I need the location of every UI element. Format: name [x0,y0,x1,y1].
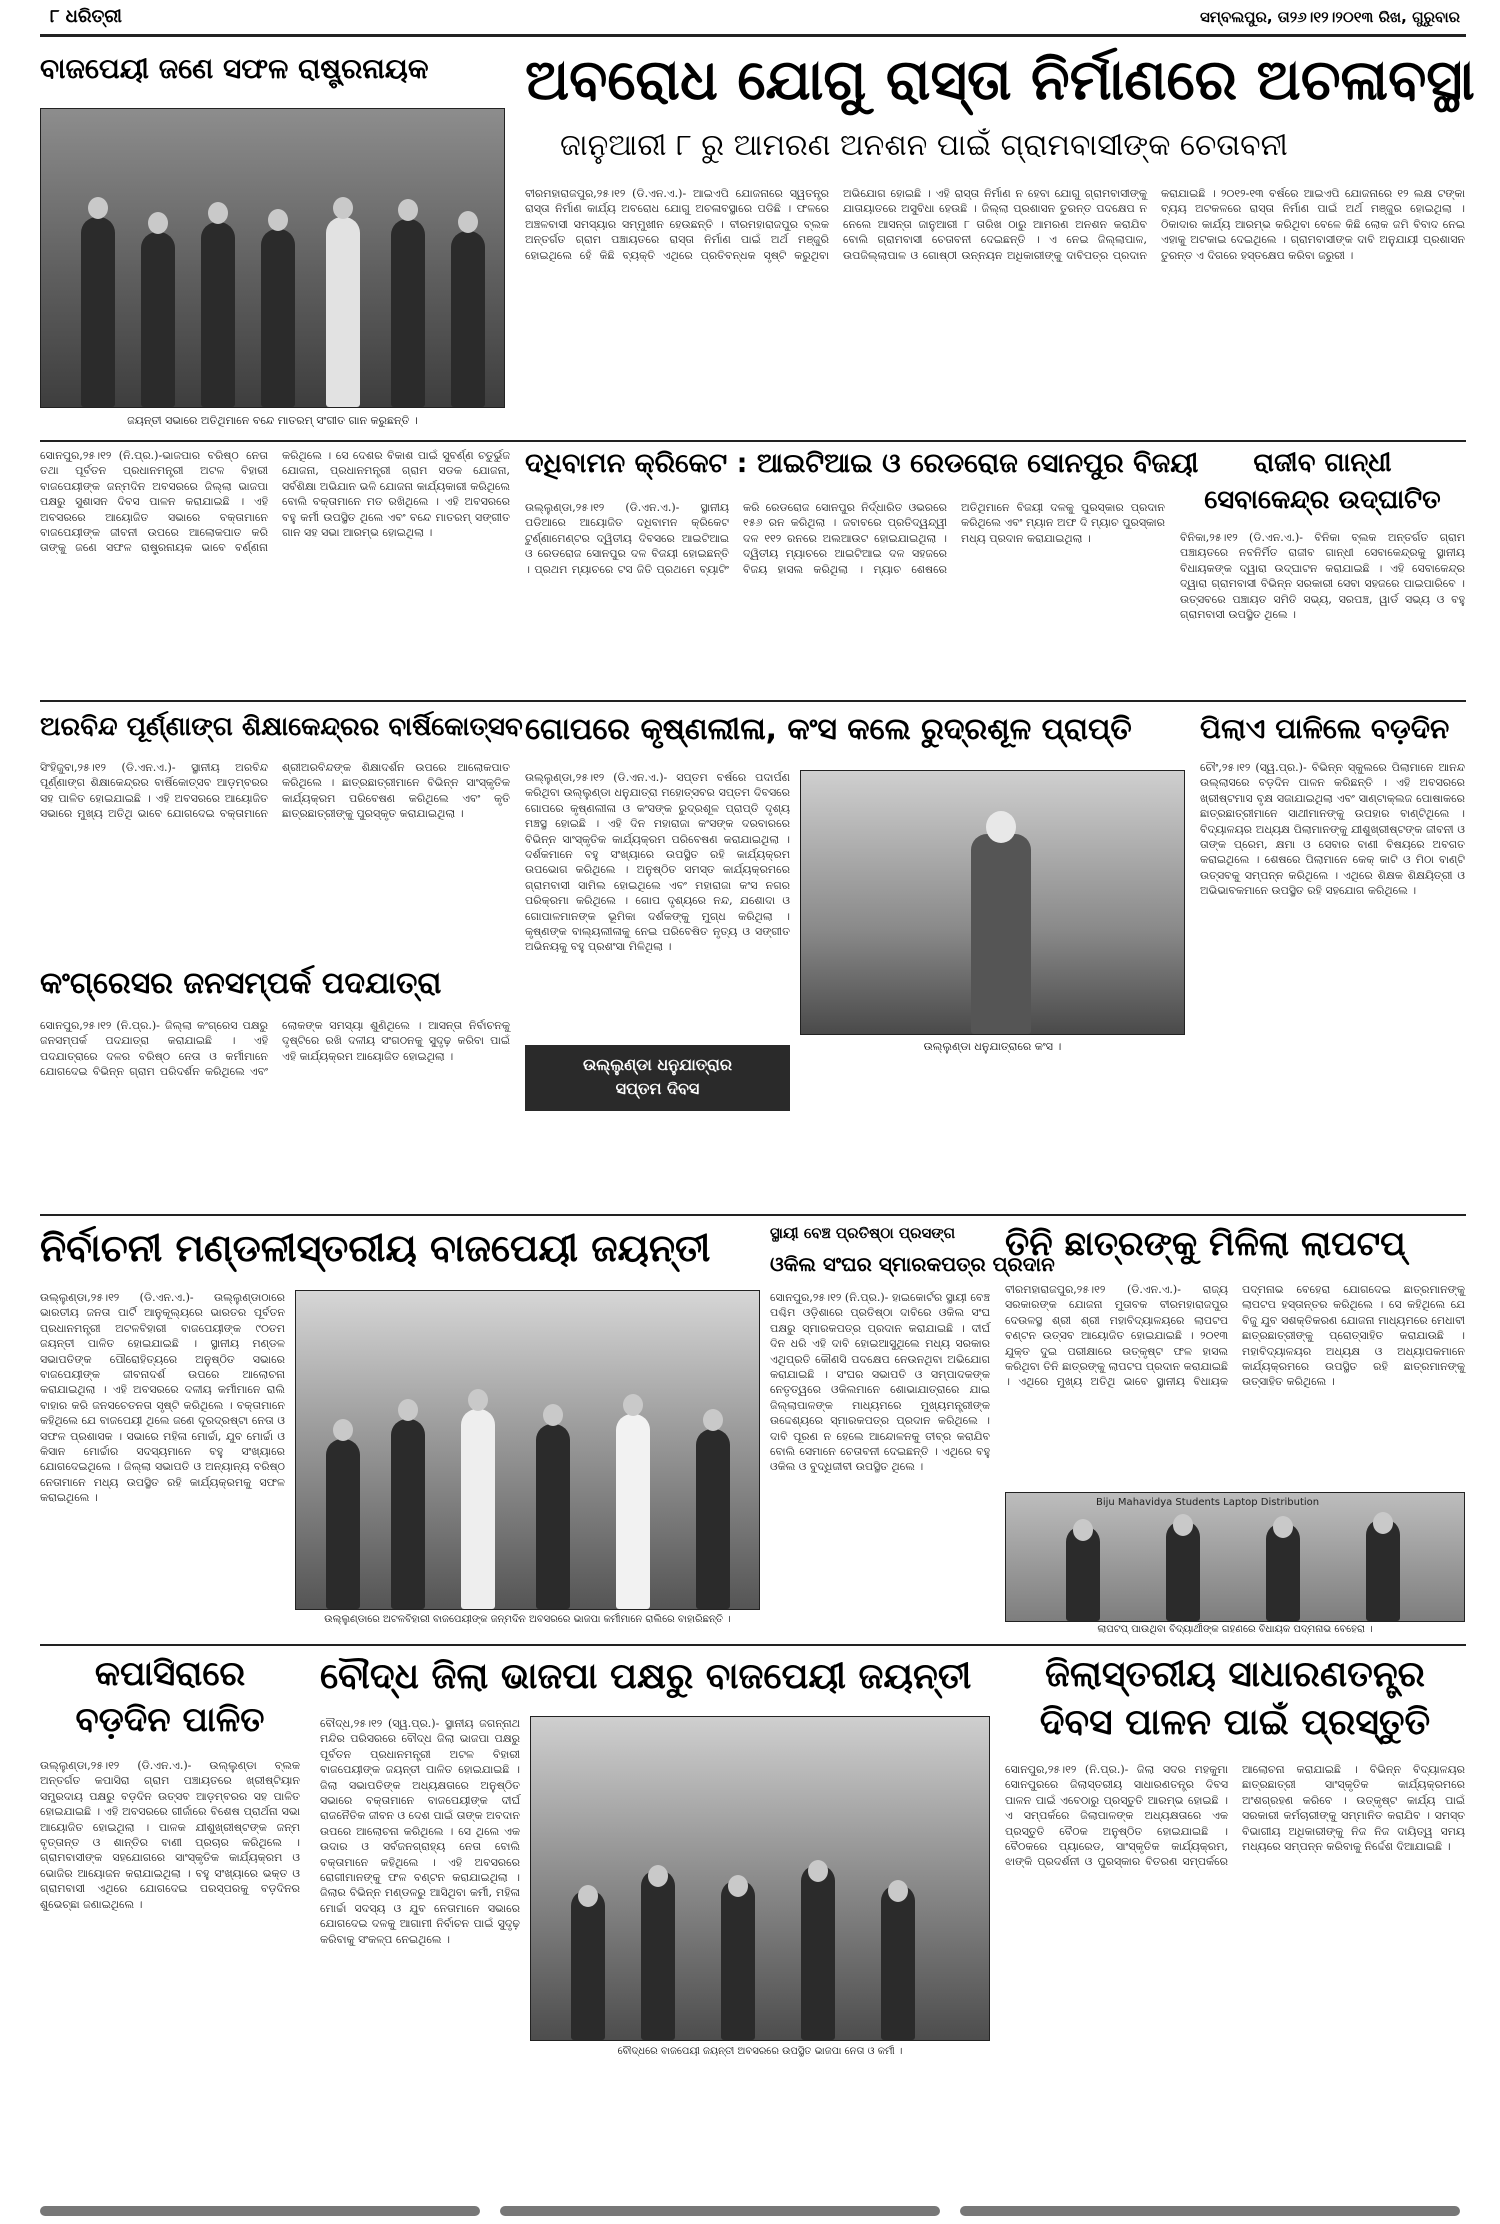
rajiv-centre-headline-line2: ସେବାକେନ୍ଦ୍ର ଉଦ୍‌ଘାଟିତ [1204,485,1441,515]
vajpayee-leader-caption: ଜୟନ୍ତୀ ସଭାରେ ଅତିଥିମାନେ ବନ୍ଦେ ମାତରମ୍ ସଂଗୀତ ଗାନ କରୁଛନ୍ତି । [127,414,418,427]
constituency-vajpayee-body: ଉଲ୍ଲୁଣ୍ଡା,୨୫।୧୨ (ଡି.ଏନ.ଏ.)- ଉଲ୍ଲୁଣ୍ଡାଠାରେ ଭାରତୀୟ ଜନତା ପାର୍ଟି ଆନୁକୂଲ୍ୟରେ ଭାରତର ପୂର୍ବତନ ପ୍ରଧାନମନ୍ତ୍ରୀ ଅଟଳବିହାରୀ ବାଜପେୟୀଙ୍କ ୯୦ତମ ଜୟନ୍ତୀ ପାଳିତ ହୋଇଯାଇଛି । ସ୍ଥାନୀୟ ମଣ୍ଡଳ ସଭାପତିଙ୍କ ପୌରୋହିତ୍ୟରେ ଅନୁଷ୍ଠିତ ସଭାରେ ବାଜପେୟୀଙ୍କ ଜୀବନାଦର୍ଶ ଉପରେ ଆଲୋଚନା କରାଯାଇଥିଲା । ଏହି ଅବସରରେ ଦଳୀୟ କର୍ମୀମାନେ ରାଲି ବାହାର କରି ଜନସଚେତନତା ସୃଷ୍ଟି କରିଥିଲେ । ବକ୍ତାମାନେ କହିଥିଲେ ଯେ ବାଜପେୟୀ ଥିଲେ ଜଣେ ଦୂରଦ୍ରଷ୍ଟା ନେତା ଓ ସଫଳ ପ୍ରଶାସକ । ସଭାରେ ମହିଳା ମୋର୍ଚ୍ଚା, ଯୁବ ମୋର୍ଚ୍ଚା ଓ କିସାନ ମୋର୍ଚ୍ଚାର ସଦସ୍ୟମାନେ ବହୁ ସଂଖ୍ୟାରେ ଯୋଗଦେଇଥିଲେ । ଜିଲ୍ଲା ସଭାପତି ଓ ଅନ୍ୟାନ୍ୟ ବରିଷ୍ଠ ନେତାମାନେ ମଧ୍ୟ ଉପସ୍ଥିତ ରହି କାର୍ଯ୍ୟକ୍ରମକୁ ସଫଳ କରାଇଥିଲେ । [40,1291,285,1505]
kapasira-headline-line2: ବଡ଼ଦିନ ପାଳିତ [75,1700,265,1740]
republic-day-body: ସୋନପୁର,୨୫।୧୨ (ନି.ପ୍ର.)- ଜିଲା ସଦର ମହକୁମା ସୋନପୁରରେ ଜିଲାସ୍ତରୀୟ ସାଧାରଣତନ୍ତ୍ର ଦିବସ ପାଳନ ପାଇଁ ଏବେଠାରୁ ପ୍ରସ୍ତୁତି ଆରମ୍ଭ ହୋଇଛି । ଏ ସମ୍ପର୍କରେ ଜିଲାପାଳଙ୍କ ଅଧ୍ୟକ୍ଷତାରେ ଏକ ପ୍ରସ୍ତୁତି ବୈଠକ ଅନୁଷ୍ଠିତ ହୋଇଯାଇଛି । ବୈଠକରେ ପ୍ୟାରେଡ, ସାଂସ୍କୃତିକ କାର୍ଯ୍ୟକ୍ରମ, ଝାଙ୍କି ପ୍ରଦର୍ଶନୀ ଓ ପୁରସ୍କାର ବିତରଣ ସମ୍ପର୍କରେ ଆଲୋଚନା କରାଯାଇଛି । ବିଭିନ୍ନ ବିଦ୍ୟାଳୟର ଛାତ୍ରଛାତ୍ରୀ ସାଂସ୍କୃତିକ କାର୍ଯ୍ୟକ୍ରମରେ ଅଂଶଗ୍ରହଣ କରିବେ । ଉତ୍କୃଷ୍ଟ କାର୍ଯ୍ୟ ପାଇଁ ସରକାରୀ କର୍ମଚାରୀଙ୍କୁ ସମ୍ମାନିତ କରାଯିବ । ସମସ୍ତ ବିଭାଗୀୟ ଅଧିକାରୀଙ୍କୁ ନିଜ ନିଜ ଦାୟିତ୍ୱ ସମୟ ମଧ୍ୟରେ ସମ୍ପନ୍ନ କରିବାକୁ ନିର୍ଦ୍ଦେଶ ଦିଆଯାଇଛି । [1005,1763,1465,1869]
laptops-caption: ଲାପଟପ୍ ପାଉଥିବା ବିଦ୍ୟାର୍ଥୀଙ୍କ ଗହଣରେ ବିଧାୟକ ପଦ୍ମନାଭ ବେହେରା । [1097,1624,1373,1635]
lawyers-memo-headline: ଓକିଲ ସଂଘର ସ୍ମାରକପତ୍ର ପ୍ରଦାନ [770,1252,1055,1276]
krishna-leela-photo [800,770,1185,1035]
rajiv-centre-headline-line1: ରାଜୀବ ଗାନ୍ଧୀ [1253,448,1392,478]
masthead-rule [40,34,1466,37]
constituency-vajpayee-headline: ନିର୍ବାଚନୀ ମଣ୍ଡଳୀସ୍ତରୀୟ ବାଜପେୟୀ ଜୟନ୍ତୀ [40,1226,711,1270]
box-label-line1: ଉଲ୍ଲୁଣ୍ଡା ଧନୁଯାତ୍ରାର [582,1055,733,1074]
box-label-line2: ସପ୍ତମ ଦିବସ [615,1079,700,1098]
boudh-vajpayee-body: ବୌଦ୍ଧ,୨୫।୧୨ (ସ୍ୱ.ପ୍ର.)- ସ୍ଥାନୀୟ ଜଗନ୍ନାଥ ମନ୍ଦିର ପରିସରରେ ବୌଦ୍ଧ ଜିଲା ଭାଜପା ପକ୍ଷରୁ ପୂର୍ବତନ ପ୍ରଧାନମନ୍ତ୍ରୀ ଅଟଳ ବିହାରୀ ବାଜପେୟୀଙ୍କ ଜୟନ୍ତୀ ପାଳିତ ହୋଇଯାଇଛି । ଜିଲା ସଭାପତିଙ୍କ ଅଧ୍ୟକ୍ଷତାରେ ଅନୁଷ୍ଠିତ ସଭାରେ ବକ୍ତାମାନେ ବାଜପେୟୀଙ୍କ ଦୀର୍ଘ ରାଜନୈତିକ ଜୀବନ ଓ ଦେଶ ପାଇଁ ତାଙ୍କ ଅବଦାନ ଉପରେ ଆଲୋଚନା କରିଥିଲେ । ସେ ଥିଲେ ଏକ ଉଦାର ଓ ସର୍ବଜନଗ୍ରାହ୍ୟ ନେତା ବୋଲି ବକ୍ତାମାନେ କହିଥିଲେ । ଏହି ଅବସରରେ ରୋଗୀମାନଙ୍କୁ ଫଳ ବଣ୍ଟନ କରାଯାଇଥିଲା । ଜିଲାର ବିଭିନ୍ନ ମଣ୍ଡଳରୁ ଆସିଥିବା କର୍ମୀ, ମହିଳା ମୋର୍ଚ୍ଚା ସଦସ୍ୟ ଓ ଯୁବ ନେତାମାନେ ସଭାରେ ଯୋଗଦେଇ ଦଳକୁ ଆଗାମୀ ନିର୍ବାଚନ ପାଇଁ ସୁଦୃଢ଼ କରିବାକୁ ସଂକଳ୍ପ ନେଇଥିଲେ । [320,1717,521,1946]
divider [40,440,1466,442]
divider [40,700,1466,702]
aurobindo-headline: ଅରବିନ୍ଦ ପୂର୍ଣ୍ଣାଙ୍ଗ ଶିକ୍ଷାକେନ୍ଦ୍ରର ବାର୍ଷିକୋତ୍ସବ [40,712,523,742]
congress-padayatra-headline: କଂଗ୍ରେସର ଜନସମ୍ପର୍କ ପଦଯାତ୍ରା [40,966,442,1001]
dateline: ସମ୍ବଲପୁର, ତା୨୬।୧୨।୨୦୧୩ ରିଖ, ଗୁରୁବାର [1200,8,1460,26]
republic-day-headline-line1: ଜିଲାସ୍ତରୀୟ ସାଧାରଣତନ୍ତ୍ର [1045,1654,1425,1695]
vajpayee-leader-photo [40,108,505,408]
christmas-children-body: ଚୌଂ,୨୫।୧୨ (ସ୍ୱ.ପ୍ର.)- ବିଭିନ୍ନ ସ୍କୁଲରେ ପିଲାମାନେ ଆନନ୍ଦ ଉଲ୍ଲାସରେ ବଡ଼ଦିନ ପାଳନ କରିଛନ୍ତି । ଏହି ଅବସରରେ ଖ୍ରୀଷ୍ଟମାସ ବୃକ୍ଷ ସଜାଯାଇଥିଲା ଏବଂ ସାଣ୍ଟାକ୍ଲଜ ପୋଷାକରେ ଛାତ୍ରଛାତ୍ରୀମାନେ ସାଥୀମାନଙ୍କୁ ଉପହାର ବାଣ୍ଟିଥିଲେ । ବିଦ୍ୟାଳୟର ଅଧ୍ୟକ୍ଷ ପିଲାମାନଙ୍କୁ ଯୀଶୁଖ୍ରୀଷ୍ଟଙ୍କ ଜୀବନୀ ଓ ତାଙ୍କ ପ୍ରେମ, କ୍ଷମା ଓ ସେବାର ବାଣୀ ବିଷୟରେ ଅବଗତ କରାଇଥିଲେ । ଶେଷରେ ପିଲାମାନେ କେକ୍ କାଟି ଓ ମିଠା ବାଣ୍ଟି ଉତ୍ସବକୁ ସମ୍ପନ୍ନ କରିଥିଲେ । ଏଥିରେ ଶିକ୍ଷକ ଶିକ୍ଷୟିତ୍ରୀ ଓ ଅଭିଭାବକମାନେ ଉପସ୍ଥିତ ରହି ସହଯୋଗ କରିଥିଲେ । [1200,761,1465,898]
constituency-vajpayee-caption: ଉଲ୍ଲୁଣ୍ଡାରେ ଅଟଳବିହାରୀ ବାଜପେୟୀଙ୍କ ଜନ୍ମଦିନ ଅବସରରେ ଭାଜପା କର୍ମୀମାନେ ରାଲିରେ ବାହାରିଛନ୍ତି । [324,1614,731,1625]
footer-bar [960,2206,1460,2216]
laptops-headline: ତିନି ଛାତ୍ରଙ୍କୁ ମିଳିଲା ଲାପଟପ୍ [1005,1224,1406,1264]
boudh-vajpayee-caption: ବୌଦ୍ଧରେ ବାଜପେୟୀ ଜୟନ୍ତୀ ଅବସରରେ ଉପସ୍ଥିତ ଭାଜପା ନେତା ଓ କର୍ମୀ । [617,2046,903,2057]
krishna-leela-headline: ଗୋପରେ କୃଷ୍ଣଲୀଳା, କଂସ କଲେ ରୁଦ୍ରଶୂଳ ପ୍ରାପ୍ତି [525,712,1132,747]
lawyers-memo-body: ସୋନପୁର,୨୫।୧୨ (ନି.ପ୍ର.)- ହାଇକୋର୍ଟର ସ୍ଥାୟୀ ବେଞ୍ଚ ପଶ୍ଚିମ ଓଡ଼ିଶାରେ ପ୍ରତିଷ୍ଠା ଦାବିରେ ଓକିଲ ସଂଘ ପକ୍ଷରୁ ସ୍ମାରକପତ୍ର ପ୍ରଦାନ କରାଯାଇଛି । ଦୀର୍ଘ ଦିନ ଧରି ଏହି ଦାବି ହୋଇଆସୁଥିଲେ ମଧ୍ୟ ସରକାର ଏଥିପ୍ରତି କୌଣସି ପଦକ୍ଷେପ ନେଉନଥିବା ଅଭିଯୋଗ କରାଯାଇଛି । ସଂଘର ସଭାପତି ଓ ସମ୍ପାଦକଙ୍କ ନେତୃତ୍ୱରେ ଓକିଲମାନେ ଶୋଭାଯାତ୍ରାରେ ଯାଇ ଜିଲ୍ଲାପାଳଙ୍କ ମାଧ୍ୟମରେ ମୁଖ୍ୟମନ୍ତ୍ରୀଙ୍କ ଉଦ୍ଦେଶ୍ୟରେ ସ୍ମାରକପତ୍ର ପ୍ରଦାନ କରିଥିଲେ । ଦାବି ପୂରଣ ନ ହେଲେ ଆନ୍ଦୋଳନକୁ ତୀବ୍ର କରାଯିବ ବୋଲି ସେମାନେ ଚେତାବନୀ ଦେଇଛନ୍ତି । ଏଥିରେ ବହୁ ଓକିଲ ଓ ବୁଦ୍ଧିଜୀବୀ ଉପସ୍ଥିତ ଥିଲେ । [770,1291,990,1474]
krishna-leela-box-label [525,1045,790,1111]
vajpayee-leader-body: ସୋନପୁର,୨୫।୧୨ (ନି.ପ୍ର.)-ଭାଜପାର ବରିଷ୍ଠ ନେତା ତଥା ପୂର୍ବତନ ପ୍ରଧାନମନ୍ତ୍ରୀ ଅଟଳ ବିହାରୀ ବାଜପେୟୀଙ୍କ ଜନ୍ମଦିନ ଅବସରରେ ଜିଲ୍ଲା ଭାଜପା ପକ୍ଷରୁ ସୁଶାସନ ଦିବସ ପାଳନ କରାଯାଇଛି । ଏହି ଅବସରରେ ଆୟୋଜିତ ସଭାରେ ବକ୍ତାମାନେ ବାଜପେୟୀଙ୍କ ଜୀବନୀ ଉପରେ ଆଲୋକପାତ କରି ତାଙ୍କୁ ଜଣେ ସଫଳ ରାଷ୍ଟ୍ରନାୟକ ଭାବେ ବର୍ଣ୍ଣନା କରିଥିଲେ । ସେ ଦେଶର ବିକାଶ ପାଇଁ ସୁବର୍ଣ୍ଣ ଚତୁର୍ଭୁଜ ଯୋଜନା, ପ୍ରଧାନମନ୍ତ୍ରୀ ଗ୍ରାମ ସଡକ ଯୋଜନା, ସର୍ବଶିକ୍ଷା ଅଭିଯାନ ଭଳି ଯୋଜନା କାର୍ଯ୍ୟକାରୀ କରିଥିଲେ ବୋଲି ବକ୍ତାମାନେ ମତ ରଖିଥିଲେ । ଏହି ଅବସରରେ ବହୁ କର୍ମୀ ଉପସ୍ଥିତ ଥିଲେ ଏବଂ ବନ୍ଦେ ମାତରମ୍ ସଙ୍ଗୀତ ଗାନ ସହ ସଭା ଆରମ୍ଭ ହୋଇଥିଲା । [40,449,510,555]
christmas-children-headline: ପିଲାଏ ପାଳିଲେ ବଡ଼ଦିନ [1200,712,1450,745]
krishna-leela-photo-caption: ଉଲ୍ଲୁଣ୍ଡା ଧନୁଯାତ୍ରାରେ କଂସ । [923,1040,1062,1053]
page-label: ୮ ଧରିତ୍ରୀ [50,6,122,27]
boudh-vajpayee-photo [530,1716,990,2041]
laptops-photo-banner: Biju Mahavidya Students Laptop Distribution [1096,1497,1320,1508]
blockade-subhead: ଜାନୁଆରୀ ୮ ରୁ ଆମରଣ ଅନଶନ ପାଇଁ ଗ୍ରାମବାସୀଙ୍କ ଚେତାବନୀ [560,128,1288,163]
cricket-body: ଉଲ୍ଲୁଣ୍ଡା,୨୫।୧୨ (ଡି.ଏନ.ଏ.)- ସ୍ଥାନୀୟ ପଡିଆରେ ଆୟୋଜିତ ଦଧିବାମନ କ୍ରିକେଟ ଟୁର୍ଣ୍ଣାମେଣ୍ଟର ଦ୍ୱିତୀୟ ଦିବସରେ ଆଇଟିଆଇ ଓ ରେଡରୋଜ ସୋନପୁର ଦଳ ବିଜୟୀ ହୋଇଛନ୍ତି । ପ୍ରଥମ ମ୍ୟାଚରେ ଟସ ଜିତି ପ୍ରଥମେ ବ୍ୟାଟିଂ କରି ରେଡରୋଜ ସୋନପୁର ନିର୍ଦ୍ଧାରିତ ଓଭରରେ ୧୫୬ ରନ କରିଥିଲା । ଜବାବରେ ପ୍ରତିଦ୍ୱନ୍ଦ୍ୱୀ ଦଳ ୧୧୨ ରନରେ ଅଲଆଉଟ ହୋଇଯାଇଥିଲା । ଦ୍ୱିତୀୟ ମ୍ୟାଚରେ ଆଇଟିଆଇ ଦଳ ସହଜରେ ବିଜୟ ହାସଲ କରିଥିଲା । ମ୍ୟାଚ ଶେଷରେ ଅତିଥିମାନେ ବିଜୟୀ ଦଳକୁ ପୁରସ୍କାର ପ୍ରଦାନ କରିଥିଲେ ଏବଂ ମ୍ୟାନ ଅଫ ଦି ମ୍ୟାଚ ପୁରସ୍କାର ମଧ୍ୟ ପ୍ରଦାନ କରାଯାଇଥିଲା । [525,501,1165,576]
laptops-photo [1005,1492,1465,1622]
republic-day-headline-line2: ଦିବସ ପାଳନ ପାଇଁ ପ୍ରସ୍ତୁତି [1039,1702,1431,1743]
aurobindo-body: ସିଂହିଜୁବା,୨୫।୧୨ (ଡି.ଏନ.ଏ.)- ସ୍ଥାନୀୟ ଅରବିନ୍ଦ ପୂର୍ଣ୍ଣାଙ୍ଗ ଶିକ୍ଷାକେନ୍ଦ୍ରର ବାର୍ଷିକୋତ୍ସବ ଆଡ଼ମ୍ବରର ସହ ପାଳିତ ହୋଇଯାଇଛି । ଏହି ଅବସରରେ ଆୟୋଜିତ ସଭାରେ ମୁଖ୍ୟ ଅତିଥି ଭାବେ ଯୋଗଦେଇ ବକ୍ତାମାନେ ଶ୍ରୀଅରବିନ୍ଦଙ୍କ ଶିକ୍ଷାଦର୍ଶନ ଉପରେ ଆଲୋକପାତ କରିଥିଲେ । ଛାତ୍ରଛାତ୍ରୀମାନେ ବିଭିନ୍ନ ସାଂସ୍କୃତିକ କାର୍ଯ୍ୟକ୍ରମ ପରିବେଷଣ କରିଥିଲେ ଏବଂ କୃତି ଛାତ୍ରଛାତ୍ରୀଙ୍କୁ ପୁରସ୍କୃତ କରାଯାଇଥିଲା । [40,761,510,821]
cricket-headline: ଦଧିବାମନ କ୍ରିକେଟ : ଆଇଟିଆଇ ଓ ରେଡରୋଜ ସୋନପୁର ବିଜୟୀ [525,448,1199,479]
vajpayee-leader-headline: ବାଜପେୟୀ ଜଣେ ସଫଳ ରାଷ୍ଟ୍ରନାୟକ [40,52,429,85]
footer-bar [40,2206,480,2216]
krishna-leela-body: ଉଲ୍ଲୁଣ୍ଡା,୨୫।୧୨ (ଡି.ଏନ.ଏ.)- ସପ୍ତମ ବର୍ଷରେ ପଦାର୍ପଣ କରିଥିବା ଉଲ୍ଲୁଣ୍ଡା ଧନୁଯାତ୍ରା ମହୋତ୍ସବର ସପ୍ତମ ଦିବସରେ ଗୋପରେ କୃଷ୍ଣଲୀଳା ଓ କଂସଙ୍କ ରୁଦ୍ରଶୂଳ ପ୍ରାପ୍ତି ଦୃଶ୍ୟ ମଞ୍ଚସ୍ଥ ହୋଇଛି । ଏହି ଦିନ ମହାରାଜା କଂସଙ୍କ ଦରବାରରେ ବିଭିନ୍ନ ସାଂସ୍କୃତିକ କାର୍ଯ୍ୟକ୍ରମ ପରିବେଷଣ କରାଯାଇଥିଲା । ଦର୍ଶକମାନେ ବହୁ ସଂଖ୍ୟାରେ ଉପସ୍ଥିତ ରହି କାର୍ଯ୍ୟକ୍ରମ ଉପଭୋଗ କରିଥିଲେ । ଅନୁଷ୍ଠିତ ସମସ୍ତ କାର୍ଯ୍ୟକ୍ରମରେ ଗ୍ରାମବାସୀ ସାମିଲ ହୋଇଥିଲେ ଏବଂ ମହାରାଜା କଂସ ନଗର ପରିକ୍ରମା କରିଥିଲେ । ଗୋପ ଦୃଶ୍ୟରେ ନନ୍ଦ, ଯଶୋଦା ଓ ଗୋପାଳମାନଙ୍କ ଭୂମିକା ଦର୍ଶକଙ୍କୁ ମୁଗ୍ଧ କରିଥିଲା । କୃଷ୍ଣଙ୍କ ବାଲ୍ୟଲୀଳାକୁ ନେଇ ପରିବେଷିତ ନୃତ୍ୟ ଓ ସଙ୍ଗୀତ ଅଭିନୟକୁ ବହୁ ପ୍ରଶଂସା ମିଳିଥିଲା । [525,771,790,954]
divider [40,1214,1466,1216]
divider [40,1644,1466,1646]
laptops-body: ବୀରମହାରାଜପୁର,୨୫।୧୨ (ଡି.ଏନ.ଏ.)- ରାଜ୍ୟ ସରକାରଙ୍କ ଯୋଜନା ମୁତାବକ ବୀରମହାରାଜପୁର ଦେଉଳସ୍ଥ ଶ୍ରୀ ଶ୍ରୀ ମହାବିଦ୍ୟାଳୟରେ ଲାପଟପ ବଣ୍ଟନ ଉତ୍ସବ ଆୟୋଜିତ ହୋଇଯାଇଛି । ୨୦୧୩ ଯୁକ୍ତ ଦୁଇ ପରୀକ୍ଷାରେ ଉତ୍କୃଷ୍ଟ ଫଳ ହାସଲ କରିଥିବା ତିନି ଛାତ୍ରଙ୍କୁ ଲାପଟପ ପ୍ରଦାନ କରାଯାଇଛି । ଏଥିରେ ମୁଖ୍ୟ ଅତିଥି ଭାବେ ସ୍ଥାନୀୟ ବିଧାୟକ ପଦ୍ମନାଭ ବେହେରା ଯୋଗଦେଇ ଛାତ୍ରମାନଙ୍କୁ ଲାପଟପ ହସ୍ତାନ୍ତର କରିଥିଲେ । ସେ କହିଥିଲେ ଯେ ବିଜୁ ଯୁବ ସଶକ୍ତିକରଣ ଯୋଜନା ମାଧ୍ୟମରେ ମେଧାବୀ ଛାତ୍ରଛାତ୍ରୀଙ୍କୁ ପ୍ରୋତ୍ସାହିତ କରାଯାଉଛି । ମହାବିଦ୍ୟାଳୟର ଅଧ୍ୟକ୍ଷ ଓ ଅଧ୍ୟାପକମାନେ କାର୍ଯ୍ୟକ୍ରମରେ ଉପସ୍ଥିତ ରହି ଛାତ୍ରମାନଙ୍କୁ ଉତ୍ସାହିତ କରିଥିଲେ । [1005,1283,1465,1389]
rajiv-centre-body: ବିନିକା,୨୫।୧୨ (ଡି.ଏନ.ଏ.)- ବିନିକା ବ୍ଲକ ଅନ୍ତର୍ଗତ ଗ୍ରାମ ପଞ୍ଚାୟତରେ ନବନିର୍ମିତ ରାଜୀବ ଗାନ୍ଧୀ ସେବାକେନ୍ଦ୍ରକୁ ସ୍ଥାନୀୟ ବିଧାୟକଙ୍କ ଦ୍ୱାରା ଉଦ୍‌ଘାଟନ କରାଯାଇଛି । ଏହି ସେବାକେନ୍ଦ୍ର ଦ୍ୱାରା ଗ୍ରାମବାସୀ ବିଭିନ୍ନ ସରକାରୀ ସେବା ସହଜରେ ପାଇପାରିବେ । ଉତ୍ସବରେ ପଞ୍ଚାୟତ ସମିତି ସଭ୍ୟ, ସରପଞ୍ଚ, ୱାର୍ଡ ସଭ୍ୟ ଓ ବହୁ ଗ୍ରାମବାସୀ ଉପସ୍ଥିତ ଥିଲେ । [1180,531,1465,622]
lawyers-memo-kicker: ସ୍ଥାୟୀ ବେଞ୍ଚ ପ୍ରତିଷ୍ଠା ପ୍ରସଙ୍ଗ [770,1224,956,1242]
constituency-vajpayee-photo [295,1290,760,1610]
kapasira-body: ଉଲ୍ଲୁଣ୍ଡା,୨୫।୧୨ (ଡି.ଏନ.ଏ.)- ଉଲ୍ଲୁଣ୍ଡା ବ୍ଲକ ଅନ୍ତର୍ଗତ କପାସିରା ଗ୍ରାମ ପଞ୍ଚାୟତରେ ଖ୍ରୀଷ୍ଟିୟାନ ସମ୍ପ୍ରଦାୟ ପକ୍ଷରୁ ବଡ଼ଦିନ ଉତ୍ସବ ଆଡ଼ମ୍ବରର ସହ ପାଳିତ ହୋଇଯାଇଛି । ଏହି ଅବସରରେ ଗୀର୍ଜାରେ ବିଶେଷ ପ୍ରାର୍ଥନା ସଭା ଆୟୋଜିତ ହୋଇଥିଲା । ପାଳକ ଯୀଶୁଖ୍ରୀଷ୍ଟଙ୍କ ଜନ୍ମ ବୃତ୍ତାନ୍ତ ଓ ଶାନ୍ତିର ବାଣୀ ପ୍ରଚାର କରିଥିଲେ । ଗ୍ରାମବାସୀଙ୍କ ସହଯୋଗରେ ସାଂସ୍କୃତିକ କାର୍ଯ୍ୟକ୍ରମ ଓ ଭୋଜିର ଆୟୋଜନ କରାଯାଇଥିଲା । ବହୁ ସଂଖ୍ୟାରେ ଭକ୍ତ ଓ ଗ୍ରାମବାସୀ ଏଥିରେ ଯୋଗଦେଇ ପରସ୍ପରକୁ ବଡ଼ଦିନର ଶୁଭେଚ୍ଛା ଜଣାଇଥିଲେ । [40,1759,300,1911]
blockade-body: ବୀରମହାରାଜପୁର,୨୫।୧୨ (ଡି.ଏନ.ଏ.)- ଆଇଏପି ଯୋଜନାରେ ସ୍ୱତନ୍ତ୍ର ରାସ୍ତା ନିର୍ମାଣ କାର୍ଯ୍ୟ ଅବରୋଧ ଯୋଗୁ ଅଚଳାବସ୍ଥାରେ ପଡିଛି । ଫଳରେ ଅଞ୍ଚଳବାସୀ ସମସ୍ୟାର ସମ୍ମୁଖୀନ ହେଉଛନ୍ତି । ବୀରମହାରାଜପୁର ବ୍ଲକ ଅନ୍ତର୍ଗତ ଗ୍ରାମ ପଞ୍ଚାୟତରେ ରାସ୍ତା ନିର୍ମାଣ ପାଇଁ ଅର୍ଥ ମଞ୍ଜୁରି ହୋଇଥିଲେ ହେଁ କିଛି ବ୍ୟକ୍ତି ଏଥିରେ ପ୍ରତିବନ୍ଧକ ସୃଷ୍ଟି କରୁଥିବା ଅଭିଯୋଗ ହୋଇଛି । ଏହି ରାସ୍ତା ନିର୍ମାଣ ନ ହେବା ଯୋଗୁ ଗ୍ରାମବାସୀଙ୍କୁ ଯାତାୟାତରେ ଅସୁବିଧା ହେଉଛି । ଜିଲ୍ଲା ପ୍ରଶାସନ ତୁରନ୍ତ ପଦକ୍ଷେପ ନ ନେଲେ ଆସନ୍ତା ଜାନୁଆରୀ ୮ ତାରିଖ ଠାରୁ ଆମରଣ ଅନଶନ କରାଯିବ ବୋଲି ଗ୍ରାମବାସୀ ଚେତାବନୀ ଦେଇଛନ୍ତି । ଏ ନେଇ ଜିଲ୍ଲାପାଳ, ଉପଜିଲ୍ଲାପାଳ ଓ ଗୋଷ୍ଠୀ ଉନ୍ନୟନ ଅଧିକାରୀଙ୍କୁ ଦାବିପତ୍ର ପ୍ରଦାନ କରାଯାଇଛି । ୨୦୧୨-୧୩ ବର୍ଷରେ ଆଇଏପି ଯୋଜନାରେ ୧୨ ଲକ୍ଷ ଟଙ୍କା ବ୍ୟୟ ଅଟକଳରେ ରାସ୍ତା ନିର୍ମାଣ ପାଇଁ ଅର୍ଥ ମଞ୍ଜୁର ହୋଇଥିଲା । ଠିକାଦାର କାର୍ଯ୍ୟ ଆରମ୍ଭ କରିଥିବା ବେଳେ କିଛି ଲୋକ ଜମି ବିବାଦ ନେଇ ଏହାକୁ ଅଟକାଇ ଦେଇଥିଲେ । ଗ୍ରାମବାସୀଙ୍କ ଦାବି ଅନୁଯାୟୀ ପ୍ରଶାସନ ତୁରନ୍ତ ଏ ଦିଗରେ ହସ୍ତକ୍ଷେପ କରିବା ଜରୁରୀ । [525,187,1465,262]
boudh-vajpayee-headline: ବୌଦ୍ଧ ଜିଲା ଭାଜପା ପକ୍ଷରୁ ବାଜପେୟୀ ଜୟନ୍ତୀ [320,1656,972,1697]
congress-padayatra-body: ସୋନପୁର,୨୫।୧୨ (ନି.ପ୍ର.)- ଜିଲ୍ଲା କଂଗ୍ରେସ ପକ୍ଷରୁ ଜନସମ୍ପର୍କ ପଦଯାତ୍ରା କରାଯାଇଛି । ଏହି ପଦଯାତ୍ରାରେ ଦଳର ବରିଷ୍ଠ ନେତା ଓ କର୍ମୀମାନେ ଯୋଗଦେଇ ବିଭିନ୍ନ ଗ୍ରାମ ପରିଦର୍ଶନ କରିଥିଲେ ଏବଂ ଲୋକଙ୍କ ସମସ୍ୟା ଶୁଣିଥିଲେ । ଆସନ୍ତା ନିର୍ବାଚନକୁ ଦୃଷ୍ଟିରେ ରଖି ଦଳୀୟ ସଂଗଠନକୁ ସୁଦୃଢ଼ କରିବା ପାଇଁ ଏହି କାର୍ଯ୍ୟକ୍ରମ ଆୟୋଜିତ ହୋଇଥିଲା । [40,1019,510,1079]
blockade-headline: ଅବରୋଧ ଯୋଗୁ ରାସ୍ତା ନିର୍ମାଣରେ ଅଚଳାବସ୍ଥା [525,48,1475,113]
kapasira-headline-line1: କପାସିରାରେ [94,1654,246,1694]
footer-bar [500,2206,940,2216]
